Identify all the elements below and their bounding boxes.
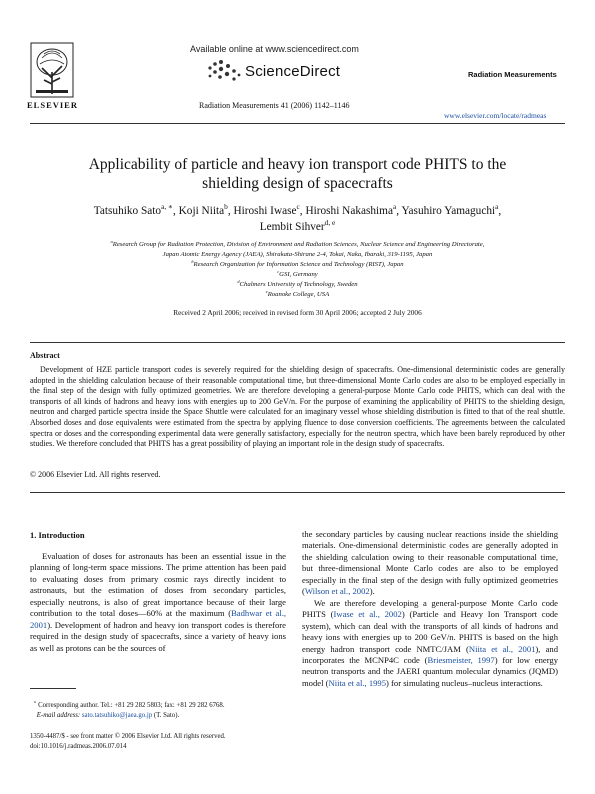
journal-citation: Radiation Measurements 41 (2006) 1142–1146 bbox=[199, 101, 350, 110]
email-label: E-mail address: bbox=[36, 712, 81, 719]
footnote-marker: ∗ bbox=[33, 699, 37, 705]
article-title bbox=[30, 155, 565, 193]
abstract-bottom-rule bbox=[30, 492, 565, 493]
author-name: Koji Niita bbox=[178, 205, 225, 217]
issn-line: 1350-4487/$ - see front matter © 2006 Elsevier Ltd. All rights reserved. bbox=[30, 733, 226, 740]
author-line-1: Tatsuhiko Sato$^{a, ∗}$, Koji Niita$^b$, Hiroshi Iwase$^c$, Hiroshi Nakashima$^a$, Yasuhiro Yamaguchi$^a$, bbox=[93, 202, 502, 217]
author-affil: a bbox=[495, 202, 499, 212]
journal-url-link[interactable]: www.elsevier.com/locate/radmeas bbox=[444, 111, 547, 120]
citation-link[interactable]: Niita et al., 2001 bbox=[468, 643, 536, 654]
citation-link[interactable]: Iwase et al., 2002 bbox=[333, 609, 402, 620]
text-run: ) for simulating nucleus–nucleus interactions. bbox=[386, 677, 543, 688]
corresponding-author-footnote bbox=[30, 701, 286, 721]
author-affil: a, ∗ bbox=[161, 202, 173, 212]
footnote-line bbox=[30, 701, 286, 711]
section-heading-introduction: 1. Introduction bbox=[30, 530, 85, 540]
sciencedirect-wordmark: ScienceDirect bbox=[245, 63, 341, 80]
doi-line: doi:10.1016/j.radmeas.2006.07.014 bbox=[30, 742, 127, 750]
author-name: Tatsuhiko Sato bbox=[93, 205, 162, 217]
author-affil: a bbox=[393, 202, 397, 212]
footnote-line bbox=[30, 711, 286, 721]
citation-link[interactable]: Niita et al., 1995 bbox=[328, 677, 387, 688]
affil-text: Research Group for Radiation Protection, Division of Environment and Radiation Sciences, Nuclear Science and Engineering Directorate, bbox=[112, 241, 485, 248]
author-name: Hiroshi Iwase bbox=[233, 205, 297, 217]
text-run: the secondary particles by causing nuclear reactions inside the shielding materials. One-dimensional deterministic codes are generally adopted in the shielding calculation owing to their reasonable computational time, but three-dimensional Monte Carlo codes are also to be employed especially in the final step of the design with fully optimized geometries ( bbox=[302, 529, 558, 597]
affil-marker: c bbox=[277, 268, 280, 274]
affil-text: Roanoke College, USA bbox=[267, 291, 330, 298]
footnote-rule bbox=[30, 688, 76, 689]
abstract-top-rule bbox=[30, 342, 565, 343]
affiliation bbox=[30, 260, 565, 270]
right-column bbox=[302, 529, 558, 689]
publisher-name: ELSEVIER bbox=[27, 100, 78, 110]
affiliation bbox=[30, 250, 565, 260]
affil-text: Chalmers University of Technology, Sweden bbox=[239, 281, 358, 288]
author-affil: d, e bbox=[324, 218, 336, 228]
author-line-2 bbox=[30, 219, 565, 235]
author-affil: b bbox=[224, 202, 228, 212]
affiliation bbox=[30, 240, 565, 250]
paragraph bbox=[302, 598, 558, 690]
affiliation bbox=[30, 280, 565, 290]
received-dates: Received 2 April 2006; received in revised form 30 April 2006; accepted 2 July 2006 bbox=[173, 308, 422, 317]
email-link[interactable]: sato.tatsuhiko@jaea.go.jp bbox=[81, 712, 153, 719]
citation-link[interactable]: Briesmeister, 1997 bbox=[427, 654, 495, 665]
affiliations bbox=[30, 240, 565, 300]
affil-text: Japan Atomic Energy Agency (JAEA), Shirakata-Shirane 2-4, Tokai, Naka, Ibaraki, 319-1195, Japan bbox=[162, 251, 433, 258]
affil-marker: e bbox=[265, 288, 268, 294]
left-column bbox=[30, 551, 286, 654]
affiliation bbox=[30, 270, 565, 280]
abstract-heading: Abstract bbox=[30, 351, 60, 360]
elsevier-tree-logo bbox=[30, 42, 74, 100]
text-run: ). Development of hadron and heavy ion transport codes is therefore required in the design study of spacecrafts, since a variety of heavy ions as well as protons can be the sources of bbox=[30, 619, 286, 653]
text-run: ). bbox=[369, 586, 375, 597]
affil-text: GSI, Germany bbox=[279, 271, 318, 278]
text-run: ) (Particle and Heavy Ion Transport code system), which can deal with the transports of all kinds of hadrons and heavy ions with energies up to 200 GeV/n. PHITS is based on the high energy hadron transport code NMTC/JAM ( bbox=[302, 609, 558, 654]
text-run: We are therefore developing a general-purpose Monte Carlo code PHITS ( bbox=[302, 597, 558, 620]
citation-link[interactable]: Wilson et al., 2002 bbox=[304, 586, 370, 597]
issn-doi bbox=[30, 732, 226, 751]
author-name: Lembit Sihver bbox=[259, 221, 325, 233]
title-line-2: shielding design of spacecrafts bbox=[202, 175, 393, 192]
paragraph bbox=[30, 551, 286, 654]
affil-text: Research Organization for Information Science and Technology (RIST), Japan bbox=[193, 261, 404, 268]
affil-marker: b bbox=[191, 258, 194, 264]
abstract-body: Development of HZE particle transport codes is severely required for the shielding design of spacecrafts. One-dimensional deterministic codes are generally adopted in the shielding calculation because of their reasonable computational time, but three-dimensional Monte Carlo codes are also to be employed especially in the final step of the design with fully optimized geometries. We are therefore developing a general-purpose Monte Carlo code PHITS, which can deal with the transports of all kinds of hadrons and heavy ions with energies up to 200 GeV/n. For the purpose of examining the applicability of PHITS to the shielding design, neutron and charged particle spectra inside the Space Shuttle were calculated for an imaginary vessel whose shielding distribution is fitted to that of the real shuttle. Absorbed doses and dose equivalents were estimated from the spectra by applying fluence to dose conversion coefficients. The agreements between the calculated spectra or doses and the corresponding experimental data were generally satisfactory, especially for the neutron spectra, which have been barely reproduced by other studies. We therefore concluded that PHITS has a great possibility of playing an important role in the design study of spacecrafts. bbox=[30, 365, 565, 449]
author-affil: c bbox=[296, 202, 300, 212]
author-list bbox=[30, 203, 565, 235]
footnote-contact: Corresponding author. Tel.: +81 29 282 5803; fax: +81 29 282 6768. bbox=[38, 702, 225, 709]
author-name: Yasuhiro Yamaguchi bbox=[401, 205, 496, 217]
available-online-text: Available online at www.sciencedirect.com bbox=[190, 44, 359, 54]
affil-marker: d bbox=[237, 278, 240, 284]
affiliation bbox=[30, 290, 565, 300]
journal-logo: Radiation Measurements bbox=[468, 70, 557, 79]
sciencedirect-dots-icon bbox=[206, 58, 242, 84]
abstract-copyright: © 2006 Elsevier Ltd. All rights reserved. bbox=[30, 470, 161, 479]
header-rule bbox=[30, 123, 565, 124]
email-tail: (T. Sato). bbox=[153, 712, 180, 719]
author-name: Hiroshi Nakashima bbox=[305, 205, 393, 217]
text-run: ), and incorporates the MCNP4C code ( bbox=[302, 643, 558, 665]
citation-link[interactable]: Badhwar et al., 2001 bbox=[30, 608, 286, 630]
paragraph bbox=[302, 529, 558, 598]
title-line-1: Applicability of particle and heavy ion transport code PHITS to the bbox=[88, 156, 507, 173]
text-run: ) for low energy neutron transports and the JAERI quantum molecular dynamics (JQMD) model ( bbox=[302, 654, 558, 688]
text-run: Evaluation of doses for astronauts has been an essential issue in the planning of long-term space missions. The prime attention has been paid to evaluating doses from primary cosmic rays directly incident to astronauts, but the estimation of doses from secondary particles, especially neutrons, is also of great importance because of their large contribution to the total doses—60% at the maximum ( bbox=[30, 551, 286, 619]
affil-marker: a bbox=[110, 238, 113, 244]
